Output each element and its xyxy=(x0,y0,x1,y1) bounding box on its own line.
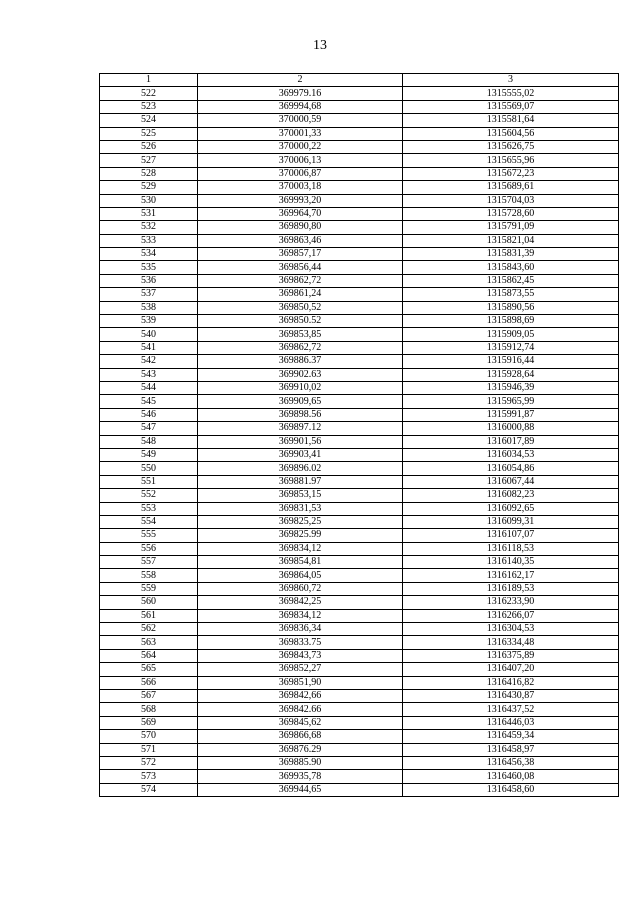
point-number-cell: 547 xyxy=(100,422,198,435)
point-number-cell: 526 xyxy=(100,140,198,153)
point-number-cell: 556 xyxy=(100,542,198,555)
x-coordinate-cell: 370001,33 xyxy=(198,127,403,140)
point-number-cell: 522 xyxy=(100,87,198,100)
point-number-cell: 553 xyxy=(100,502,198,515)
table-row xyxy=(100,234,619,247)
y-coordinate-cell: 1316000,88 xyxy=(403,422,619,435)
point-number-cell: 560 xyxy=(100,596,198,609)
x-coordinate-cell: 369834,12 xyxy=(198,609,403,622)
table-row xyxy=(100,649,619,662)
x-coordinate-cell: 369886.37 xyxy=(198,355,403,368)
y-coordinate-cell: 1316458,60 xyxy=(403,783,619,796)
point-number-cell: 525 xyxy=(100,127,198,140)
point-number-cell: 533 xyxy=(100,234,198,247)
x-coordinate-cell: 369850,52 xyxy=(198,301,403,314)
point-number-cell: 542 xyxy=(100,355,198,368)
table-row xyxy=(100,167,619,180)
point-number-cell: 548 xyxy=(100,435,198,448)
table-row xyxy=(100,408,619,421)
table-row xyxy=(100,489,619,502)
point-number-cell: 568 xyxy=(100,703,198,716)
y-coordinate-cell: 1315991,87 xyxy=(403,408,619,421)
x-coordinate-cell: 369842,25 xyxy=(198,596,403,609)
x-coordinate-cell: 369825.99 xyxy=(198,529,403,542)
y-coordinate-cell: 1316017,89 xyxy=(403,435,619,448)
y-coordinate-cell: 1316446,03 xyxy=(403,716,619,729)
x-coordinate-cell: 369935,78 xyxy=(198,770,403,783)
x-coordinate-cell: 369825,25 xyxy=(198,515,403,528)
table-row xyxy=(100,435,619,448)
x-coordinate-cell: 369885.90 xyxy=(198,756,403,769)
point-number-cell: 557 xyxy=(100,556,198,569)
point-number-cell: 544 xyxy=(100,381,198,394)
y-coordinate-cell: 1316054,86 xyxy=(403,462,619,475)
table-row xyxy=(100,355,619,368)
point-number-cell: 559 xyxy=(100,582,198,595)
x-coordinate-cell: 369993,20 xyxy=(198,194,403,207)
point-number-cell: 564 xyxy=(100,649,198,662)
y-coordinate-cell: 1316304,53 xyxy=(403,623,619,636)
y-coordinate-cell: 1316459,34 xyxy=(403,730,619,743)
x-coordinate-cell: 369898.56 xyxy=(198,408,403,421)
y-coordinate-cell: 1316118,53 xyxy=(403,542,619,555)
table-row xyxy=(100,756,619,769)
x-coordinate-cell: 369852,27 xyxy=(198,663,403,676)
table-row xyxy=(100,730,619,743)
y-coordinate-cell: 1315626,75 xyxy=(403,140,619,153)
y-coordinate-cell: 1315791,09 xyxy=(403,221,619,234)
x-coordinate-cell: 369944,65 xyxy=(198,783,403,796)
x-coordinate-cell: 369864,05 xyxy=(198,569,403,582)
point-number-cell: 550 xyxy=(100,462,198,475)
y-coordinate-cell: 1315555,02 xyxy=(403,87,619,100)
point-number-cell: 530 xyxy=(100,194,198,207)
y-coordinate-cell: 1315928,64 xyxy=(403,368,619,381)
y-coordinate-cell: 1316437,52 xyxy=(403,703,619,716)
table-row xyxy=(100,623,619,636)
x-coordinate-cell: 369910,02 xyxy=(198,381,403,394)
y-coordinate-cell: 1315704,03 xyxy=(403,194,619,207)
table-row xyxy=(100,154,619,167)
table-row xyxy=(100,596,619,609)
table-row xyxy=(100,341,619,354)
point-number-cell: 536 xyxy=(100,274,198,287)
table-row xyxy=(100,301,619,314)
x-coordinate-cell: 369896.02 xyxy=(198,462,403,475)
header-row xyxy=(100,74,619,87)
x-coordinate-cell: 370006,13 xyxy=(198,154,403,167)
y-coordinate-cell: 1315689,61 xyxy=(403,181,619,194)
table-row xyxy=(100,783,619,796)
y-coordinate-cell: 1316430,87 xyxy=(403,689,619,702)
y-coordinate-cell: 1315728,60 xyxy=(403,207,619,220)
x-coordinate-cell: 369902.63 xyxy=(198,368,403,381)
table-row xyxy=(100,221,619,234)
x-coordinate-cell: 370000,22 xyxy=(198,140,403,153)
table-row xyxy=(100,100,619,113)
point-number-cell: 569 xyxy=(100,716,198,729)
x-coordinate-cell: 369853,15 xyxy=(198,489,403,502)
point-number-cell: 561 xyxy=(100,609,198,622)
x-coordinate-cell: 369979.16 xyxy=(198,87,403,100)
table-row xyxy=(100,636,619,649)
table-row xyxy=(100,274,619,287)
table-row xyxy=(100,207,619,220)
table-row xyxy=(100,609,619,622)
point-number-cell: 540 xyxy=(100,328,198,341)
point-number-cell: 534 xyxy=(100,248,198,261)
y-coordinate-cell: 1315581,64 xyxy=(403,114,619,127)
y-coordinate-cell: 1315672,23 xyxy=(403,167,619,180)
y-coordinate-cell: 1315873,55 xyxy=(403,288,619,301)
point-number-cell: 573 xyxy=(100,770,198,783)
table-row xyxy=(100,502,619,515)
x-coordinate-cell: 369856,44 xyxy=(198,261,403,274)
point-number-cell: 551 xyxy=(100,475,198,488)
point-number-cell: 541 xyxy=(100,341,198,354)
table-header xyxy=(100,74,619,87)
table-row xyxy=(100,716,619,729)
y-coordinate-cell: 1316189,53 xyxy=(403,582,619,595)
point-number-cell: 523 xyxy=(100,100,198,113)
x-coordinate-cell: 369833.75 xyxy=(198,636,403,649)
x-coordinate-cell: 370000,59 xyxy=(198,114,403,127)
y-coordinate-cell: 1315898,69 xyxy=(403,315,619,328)
point-number-cell: 535 xyxy=(100,261,198,274)
table-row xyxy=(100,462,619,475)
y-coordinate-cell: 1316334,48 xyxy=(403,636,619,649)
y-coordinate-cell: 1315965,99 xyxy=(403,395,619,408)
point-number-cell: 565 xyxy=(100,663,198,676)
y-coordinate-cell: 1316458,97 xyxy=(403,743,619,756)
y-coordinate-cell: 1316456,38 xyxy=(403,756,619,769)
point-number-cell: 538 xyxy=(100,301,198,314)
table-row xyxy=(100,663,619,676)
x-coordinate-cell: 369857,17 xyxy=(198,248,403,261)
header-cell-x-coordinate: 2 xyxy=(198,74,403,87)
y-coordinate-cell: 1316460,08 xyxy=(403,770,619,783)
header-cell-point-number: 1 xyxy=(100,74,198,87)
point-number-cell: 563 xyxy=(100,636,198,649)
table-row xyxy=(100,127,619,140)
table-row xyxy=(100,181,619,194)
x-coordinate-cell: 369890,80 xyxy=(198,221,403,234)
x-coordinate-cell: 370003,18 xyxy=(198,181,403,194)
y-coordinate-cell: 1315821,04 xyxy=(403,234,619,247)
table-row xyxy=(100,542,619,555)
point-number-cell: 572 xyxy=(100,756,198,769)
y-coordinate-cell: 1315604,56 xyxy=(403,127,619,140)
x-coordinate-cell: 369863,46 xyxy=(198,234,403,247)
table-row xyxy=(100,315,619,328)
table-row xyxy=(100,448,619,461)
x-coordinate-cell: 369845,62 xyxy=(198,716,403,729)
table-row xyxy=(100,140,619,153)
y-coordinate-cell: 1316162,17 xyxy=(403,569,619,582)
y-coordinate-cell: 1315831,39 xyxy=(403,248,619,261)
y-coordinate-cell: 1316067,44 xyxy=(403,475,619,488)
x-coordinate-cell: 369903,41 xyxy=(198,448,403,461)
x-coordinate-cell: 369866,68 xyxy=(198,730,403,743)
point-number-cell: 558 xyxy=(100,569,198,582)
point-number-cell: 555 xyxy=(100,529,198,542)
table-row xyxy=(100,248,619,261)
x-coordinate-cell: 369831,53 xyxy=(198,502,403,515)
x-coordinate-cell: 369854,81 xyxy=(198,556,403,569)
y-coordinate-cell: 1316107,07 xyxy=(403,529,619,542)
point-number-cell: 566 xyxy=(100,676,198,689)
table-row xyxy=(100,569,619,582)
x-coordinate-cell: 369897.12 xyxy=(198,422,403,435)
table-row xyxy=(100,556,619,569)
table-row xyxy=(100,328,619,341)
table-row xyxy=(100,689,619,702)
point-number-cell: 528 xyxy=(100,167,198,180)
point-number-cell: 567 xyxy=(100,689,198,702)
table-row xyxy=(100,114,619,127)
table-row xyxy=(100,515,619,528)
table-row xyxy=(100,582,619,595)
x-coordinate-cell: 369836,34 xyxy=(198,623,403,636)
point-number-cell: 531 xyxy=(100,207,198,220)
point-number-cell: 527 xyxy=(100,154,198,167)
x-coordinate-cell: 369881.97 xyxy=(198,475,403,488)
point-number-cell: 562 xyxy=(100,623,198,636)
table-row xyxy=(100,194,619,207)
table-body xyxy=(100,87,619,797)
y-coordinate-cell: 1315843,60 xyxy=(403,261,619,274)
y-coordinate-cell: 1315916,44 xyxy=(403,355,619,368)
y-coordinate-cell: 1316092,65 xyxy=(403,502,619,515)
y-coordinate-cell: 1315890,56 xyxy=(403,301,619,314)
y-coordinate-cell: 1316140,35 xyxy=(403,556,619,569)
point-number-cell: 546 xyxy=(100,408,198,421)
y-coordinate-cell: 1315912,74 xyxy=(403,341,619,354)
point-number-cell: 554 xyxy=(100,515,198,528)
x-coordinate-cell: 369843,73 xyxy=(198,649,403,662)
x-coordinate-cell: 369842,66 xyxy=(198,689,403,702)
table-row xyxy=(100,395,619,408)
table-row xyxy=(100,770,619,783)
x-coordinate-cell: 370006,87 xyxy=(198,167,403,180)
x-coordinate-cell: 369860,72 xyxy=(198,582,403,595)
x-coordinate-cell: 369876.29 xyxy=(198,743,403,756)
table-row xyxy=(100,475,619,488)
table-row xyxy=(100,743,619,756)
x-coordinate-cell: 369834,12 xyxy=(198,542,403,555)
y-coordinate-cell: 1315862,45 xyxy=(403,274,619,287)
point-number-cell: 570 xyxy=(100,730,198,743)
x-coordinate-cell: 369842.66 xyxy=(198,703,403,716)
y-coordinate-cell: 1315655,96 xyxy=(403,154,619,167)
y-coordinate-cell: 1316407,20 xyxy=(403,663,619,676)
point-number-cell: 545 xyxy=(100,395,198,408)
x-coordinate-cell: 369861,24 xyxy=(198,288,403,301)
point-number-cell: 552 xyxy=(100,489,198,502)
x-coordinate-cell: 369862,72 xyxy=(198,341,403,354)
y-coordinate-cell: 1316266,07 xyxy=(403,609,619,622)
x-coordinate-cell: 369862,72 xyxy=(198,274,403,287)
x-coordinate-cell: 369853,85 xyxy=(198,328,403,341)
page-number: 13 xyxy=(313,38,327,53)
y-coordinate-cell: 1316099,31 xyxy=(403,515,619,528)
table-row xyxy=(100,529,619,542)
x-coordinate-cell: 369851,90 xyxy=(198,676,403,689)
x-coordinate-cell: 369909,65 xyxy=(198,395,403,408)
point-number-cell: 549 xyxy=(100,448,198,461)
table-row xyxy=(100,422,619,435)
point-number-cell: 524 xyxy=(100,114,198,127)
y-coordinate-cell: 1315909,05 xyxy=(403,328,619,341)
y-coordinate-cell: 1316082,23 xyxy=(403,489,619,502)
point-number-cell: 532 xyxy=(100,221,198,234)
header-cell-y-coordinate: 3 xyxy=(403,74,619,87)
point-number-cell: 537 xyxy=(100,288,198,301)
y-coordinate-cell: 1316375,89 xyxy=(403,649,619,662)
y-coordinate-cell: 1316233,90 xyxy=(403,596,619,609)
point-number-cell: 529 xyxy=(100,181,198,194)
x-coordinate-cell: 369850.52 xyxy=(198,315,403,328)
point-number-cell: 539 xyxy=(100,315,198,328)
table-row xyxy=(100,87,619,100)
y-coordinate-cell: 1316034,53 xyxy=(403,448,619,461)
x-coordinate-cell: 369901,56 xyxy=(198,435,403,448)
y-coordinate-cell: 1316416,82 xyxy=(403,676,619,689)
point-number-cell: 574 xyxy=(100,783,198,796)
table-row xyxy=(100,676,619,689)
coordinates-table xyxy=(99,73,619,797)
y-coordinate-cell: 1315946,39 xyxy=(403,381,619,394)
table-row xyxy=(100,703,619,716)
x-coordinate-cell: 369964,70 xyxy=(198,207,403,220)
table-row xyxy=(100,261,619,274)
point-number-cell: 571 xyxy=(100,743,198,756)
y-coordinate-cell: 1315569,07 xyxy=(403,100,619,113)
point-number-cell: 543 xyxy=(100,368,198,381)
table-row xyxy=(100,381,619,394)
table-row xyxy=(100,368,619,381)
table-row xyxy=(100,288,619,301)
x-coordinate-cell: 369994,68 xyxy=(198,100,403,113)
